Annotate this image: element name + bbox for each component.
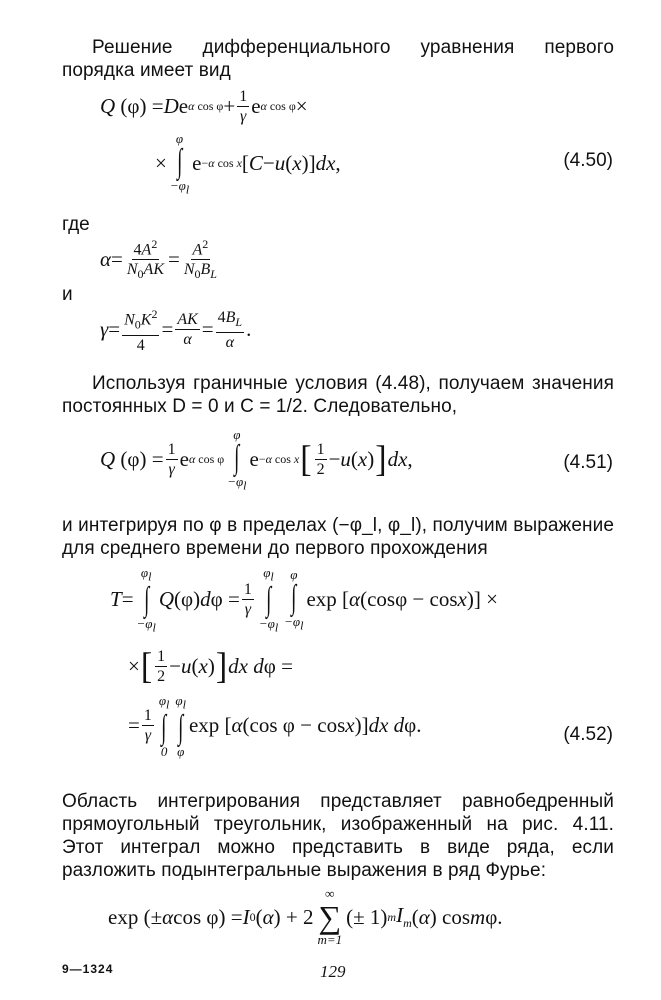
equation-4-50-line1: Q (φ) = D e α cos φ + $\frac{1}{\gamma}$ e α cos φ × bbox=[100, 88, 308, 125]
equation-4-50-line2: × φ ∫ $-\varphi_l$ e −α cos x [ C − u ( x )] dx , bbox=[155, 131, 341, 197]
word-i: и bbox=[62, 284, 73, 305]
printer-signature: 9—1324 bbox=[62, 962, 114, 976]
paragraph-intro: Решение дифференциального уравнения первого порядка имеет вид bbox=[62, 37, 614, 81]
paragraph-integration: и интегрируя по φ в пределах (−φ_l, φ_l), получим выражение для среднего времени до первого прохождения bbox=[62, 515, 614, 559]
equation-4-52-line1: T = $\varphi_l$ ∫ $-\varphi_l$ Q (φ) d φ = $\frac{1}{\gamma}$ $\varphi_l$ ∫ $-\varphi_l$ φ ∫ $-\varphi_l$ exp [ α (cosφ − cos x )] × bbox=[110, 565, 498, 635]
equation-number-4-52: (4.52) bbox=[563, 724, 613, 745]
equation-4-51: Q (φ) = $\frac{1}{\gamma}$ e α cos φ φ ∫ $-\varphi_l$ e −α cos x [ $\frac{1}{2}$ − u ( x ) ] dx , bbox=[100, 427, 413, 493]
equation-number-4-51: (4.51) bbox=[563, 452, 613, 473]
word-gde: где bbox=[62, 214, 90, 235]
equation-number-4-50: (4.50) bbox=[563, 150, 613, 171]
equation-gamma: γ = $\frac{N_0K^2}{4}$ = $\frac{AK}{\alpha}$ = $\frac{4B_L}{\alpha}$ . bbox=[100, 307, 252, 354]
equation-alpha: α = $\frac{4A^2}{N_0AK}$ = $\frac{A^2}{N_0B_L}$ bbox=[100, 237, 217, 282]
equation-fourier-series: exp (± α cos φ) = I 0 ( α ) + 2 ∞ ∑ m=1 (± 1) m $I_m$ ( α ) cos m φ. bbox=[108, 886, 503, 947]
paragraph-fourier: Область интегрирования представляет равнобедренный прямоугольный треугольник, изображенный на рис. 4.11. Этот интеграл можно представить в виде ряда, если разложить подынтегральные выражения в ряд Фурье: bbox=[62, 791, 614, 881]
equation-4-52-line2: × [ $\frac{1}{2}$ − u ( x ) ] dx d φ = bbox=[128, 645, 293, 687]
page-number: 129 bbox=[320, 962, 346, 981]
equation-4-52-line3: = $\frac{1}{\gamma}$ $\varphi_l$ ∫ 0 $\varphi_l$ ∫ φ exp [ α (cos φ − cos x )] dx d φ. bbox=[128, 693, 422, 759]
paragraph-boundary-conditions: Используя граничные условия (4.48), получаем значения постоянных D = 0 и C = 1/2. Следовательно, bbox=[62, 373, 614, 417]
